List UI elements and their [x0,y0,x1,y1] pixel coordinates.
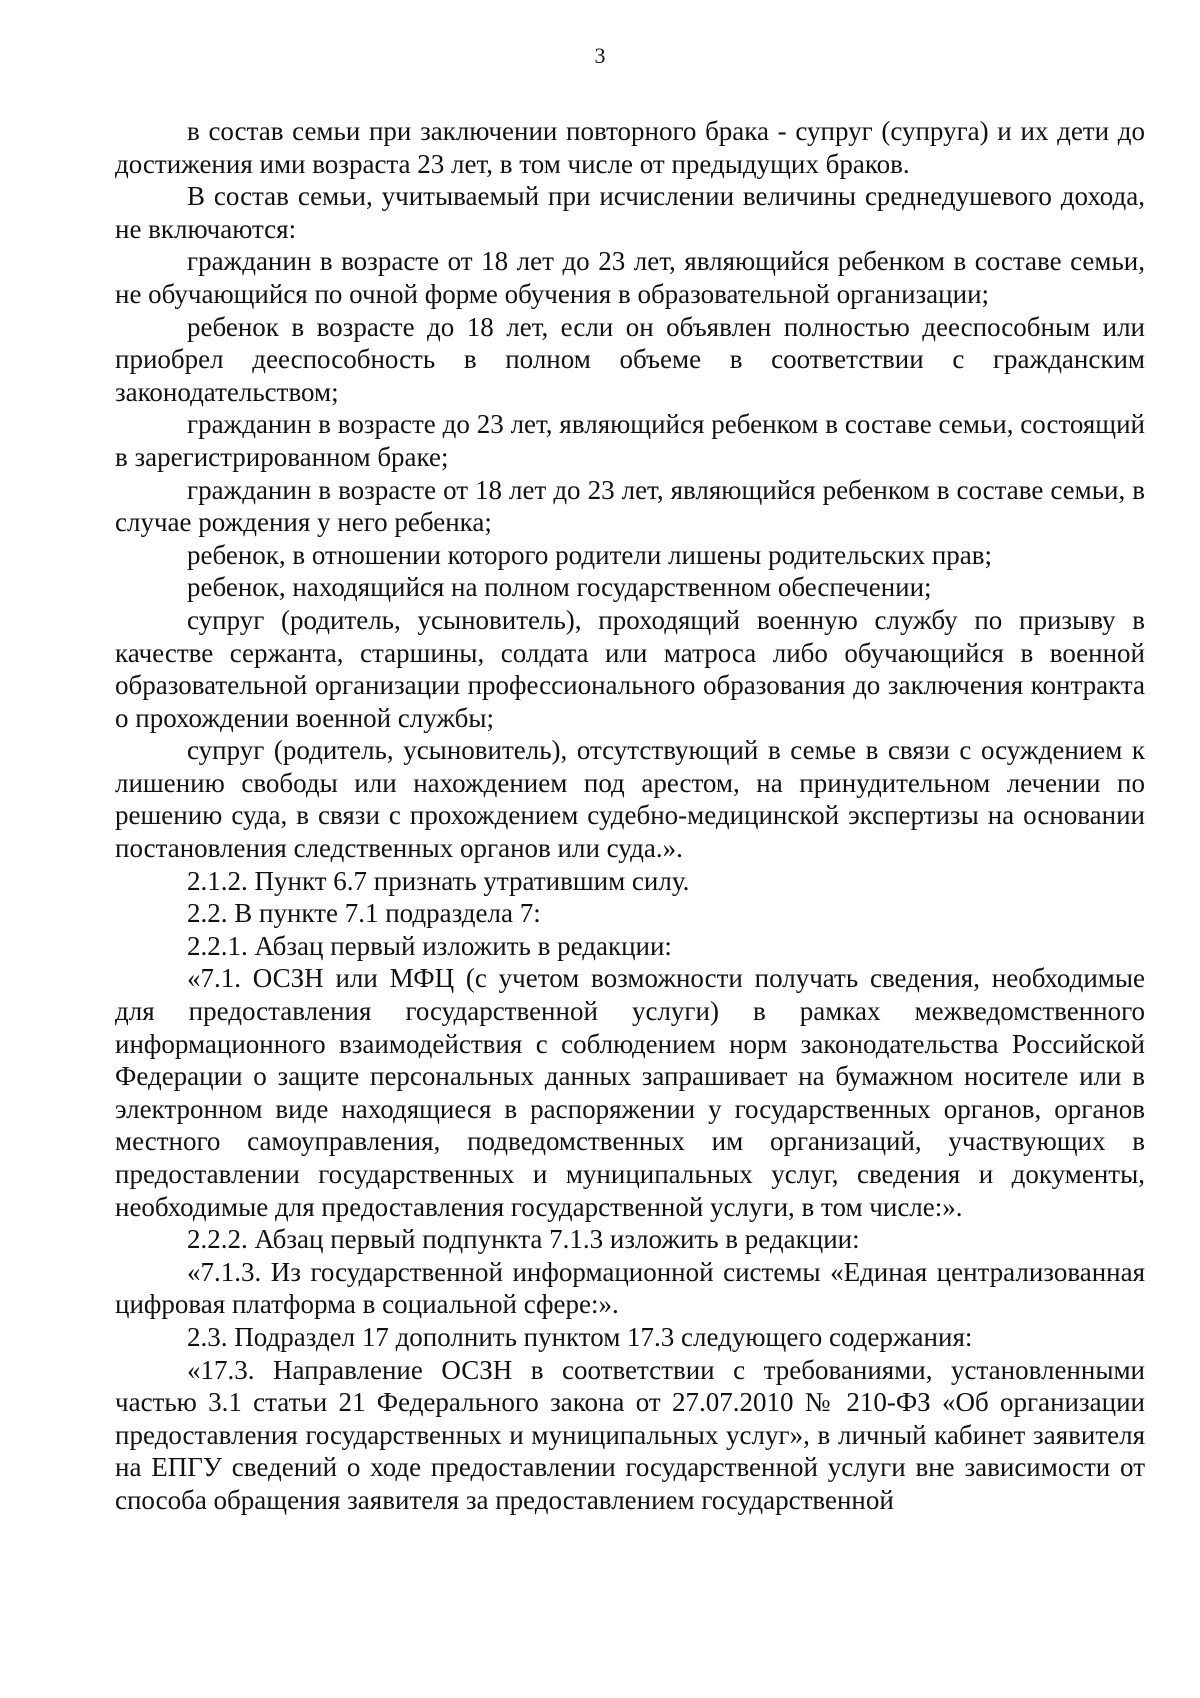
paragraph: ребенок в возрасте до 18 лет, если он объявлен полностью дееспособным или приобрел дееспособность в полном объеме в соответствии с гражданским законодательством; [115,311,1145,407]
paragraph: 2.3. Подраздел 17 дополнить пунктом 17.3 следующего содержания: [187,1321,973,1352]
paragraph: 2.2. В пункте 7.1 подраздела 7: [187,898,541,929]
paragraph: супруг (родитель, усыновитель), проходящий военную службу по призыву в качестве сержанта, старшины, солдата или матроса либо обучающийся в военной образовательной организации профессионального образования до заключения контракта о прохождении военной службы; [115,604,1145,733]
page-number: 3 [594,43,606,68]
paragraph: В состав семьи, учитываемый при исчислении величины среднедушевого дохода, не включаются: [115,181,1145,244]
paragraph: в состав семьи при заключении повторного брака - супруг (супруга) и их дети до достижения ими возраста 23 лет, в том числе от предыдущих браков. [115,116,1145,179]
paragraph: 2.1.2. Пункт 6.7 признать утратившим силу. [187,865,690,896]
paragraph: гражданин в возрасте от 18 лет до 23 лет, являющийся ребенком в составе семьи, не обучающийся по очной форме обучения в образовательной организации; [115,246,1145,309]
paragraph: «7.1.3. Из государственной информационной системы «Единая централизованная цифровая платформа в социальной сфере:». [115,1256,1145,1320]
paragraph: супруг (родитель, усыновитель), отсутствующий в семье в связи с осуждением к лишению свободы или нахождением под арестом, на принудительном лечении по решению суда, в связи с прохождением судебно-медицинской экспертизы на основании постановления следственных органов или суда.». [115,735,1145,864]
paragraph: «7.1. ОСЗН или МФЦ (с учетом возможности получать сведения, необходимые для предоставления государственной услуги) в рамках межведомственного информационного взаимодействия с соблюдением норм законодательства Российской Федерации о защите персональных данных запрашивает на бумажном носителе или в электронном виде находящиеся в распоряжении у государственных органов, органов местного самоуправления, подведомственных им организаций, участвующих в предоставлении государственных и муниципальных услуг, сведения и документы, необходимые для предоставления государственной услуги, в том числе:». [115,963,1145,1222]
paragraph: ребенок, находящийся на полном государственном обеспечении; [187,572,932,603]
paragraph: ребенок, в отношении которого родители лишены родительских прав; [187,539,993,570]
paragraph: 2.2.1. Абзац первый изложить в редакции: [187,930,672,961]
paragraph: гражданин в возрасте от 18 лет до 23 лет, являющийся ребенком в составе семьи, в случае рождения у него ребенка; [115,474,1145,538]
paragraph: 2.2.2. Абзац первый подпункта 7.1.3 изложить в редакции: [187,1224,860,1255]
paragraph: гражданин в возрасте до 23 лет, являющийся ребенком в составе семьи, состоящий в зарегистрированном браке; [115,409,1145,472]
document-body [115,115,1145,1517]
paragraph: «17.3. Направление ОСЗН в соответствии с требованиями, установленными частью 3.1 статьи 21 Федерального закона от 27.07.2010 № 210-ФЗ «Об организации предоставления государственных и муниципальных услуг», в личный кабинет заявителя на ЕПГУ сведений о ходе предоставлении государственной услуги вне зависимости от способа обращения заявителя за предоставлением государственной [115,1354,1145,1515]
